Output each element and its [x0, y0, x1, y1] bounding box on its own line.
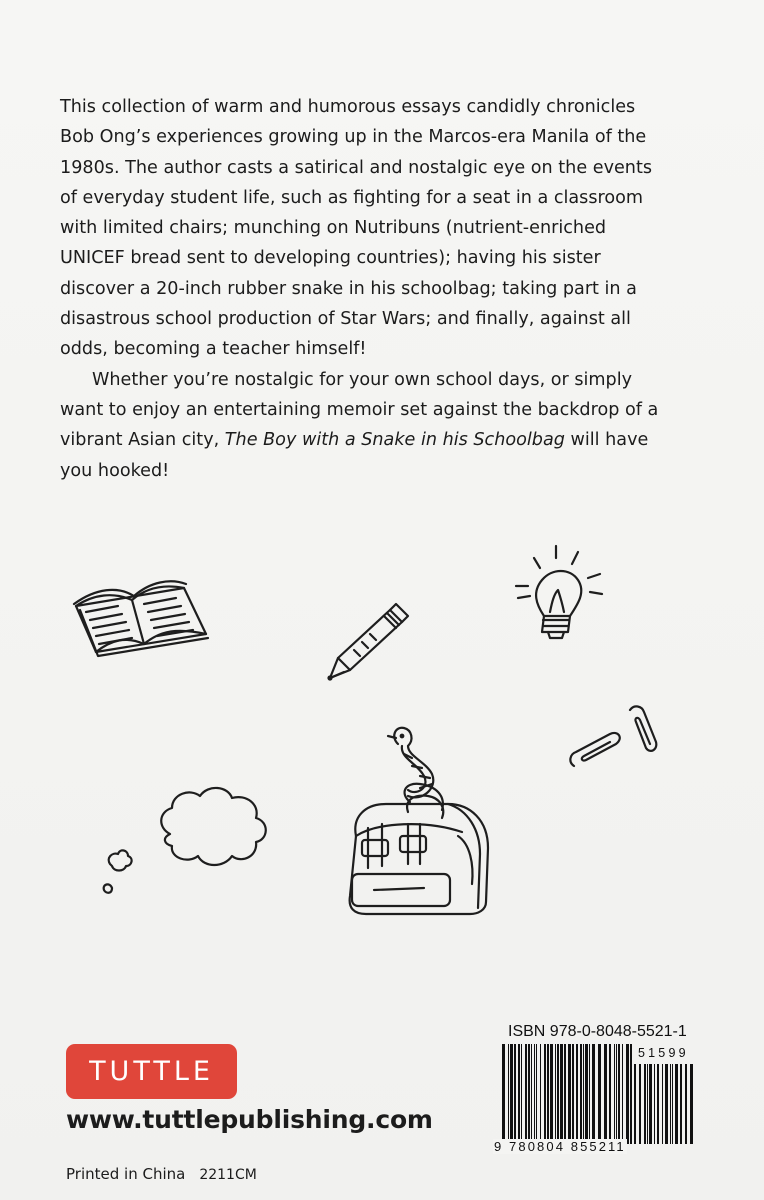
price-code: 51599 [638, 1046, 689, 1060]
barcode-bar [616, 1044, 617, 1144]
blurb-line: 1980s. The author casts a satirical and nostalgic eye on the events [60, 157, 653, 178]
publisher-url[interactable]: www.tuttlepublishing.com [66, 1105, 433, 1134]
publisher-logo-text: TUTTLE [89, 1056, 214, 1087]
book-title: The Boy with a Snake in his Schoolbag [224, 430, 565, 451]
barcode-bar [665, 1064, 668, 1144]
blurb-line: odds, becoming a teacher himself! [60, 339, 367, 360]
barcode-digits: 9 780804 855211 [494, 1139, 626, 1154]
barcode-bar [618, 1044, 620, 1144]
barcode-bar [550, 1044, 553, 1144]
blurb-line: with limited chairs; munching on Nutribuns (nutrient-enriched [60, 218, 607, 239]
barcode-bar [626, 1044, 629, 1144]
barcode-bar [685, 1064, 687, 1144]
blurb-line: discover a 20-inch rubber snake in his schoolbag; taking part in a [60, 278, 637, 299]
barcode-bar [639, 1064, 641, 1144]
barcode-bar [580, 1044, 582, 1144]
barcode-bar [521, 1044, 522, 1144]
barcode-bar [585, 1044, 588, 1144]
barcode-bar [518, 1044, 520, 1144]
barcode-bar [589, 1044, 590, 1144]
open-book-icon [66, 548, 216, 680]
publisher-logo [66, 1044, 237, 1099]
barcode-bar [547, 1044, 549, 1144]
barcode-bar [525, 1044, 527, 1144]
barcode-bar [662, 1064, 663, 1144]
barcode-bar [536, 1044, 537, 1144]
barcode-bar [502, 1044, 505, 1144]
barcode-bar [675, 1064, 678, 1144]
barcode-bar [680, 1064, 682, 1144]
barcode-bar [540, 1044, 541, 1144]
barcode-bar [508, 1044, 509, 1144]
blurb-text [60, 92, 710, 486]
barcode-bar [630, 1044, 632, 1144]
barcode-bar [644, 1064, 646, 1144]
printed-info [66, 1165, 257, 1183]
blurb-line: want to enjoy an entertaining memoir set against the backdrop of a [60, 399, 659, 420]
pencil-icon [324, 600, 414, 684]
print-code: 2211CM [199, 1167, 257, 1183]
barcode-bar [672, 1064, 673, 1144]
blurb-line: This collection of warm and humorous essays candidly chronicles [60, 97, 636, 117]
barcode-bar [657, 1064, 659, 1144]
barcode-bar [576, 1044, 578, 1144]
price-barcode [634, 1064, 694, 1144]
barcode-bar [614, 1044, 615, 1144]
barcode-bar [690, 1064, 693, 1144]
blurb-line: Whether you’re nostalgic for your own school days, or simply [92, 369, 633, 390]
barcode-bar [528, 1044, 530, 1144]
barcode-bar [555, 1044, 556, 1144]
barcode-bar [544, 1044, 546, 1144]
blurb-line: you hooked! [60, 460, 170, 481]
thought-bubble-icon [100, 778, 280, 900]
blurb-line: will have [564, 430, 649, 451]
barcode-bar [531, 1044, 532, 1144]
blurb-paragraph-1 [60, 92, 710, 365]
barcode-bar [583, 1044, 584, 1144]
blurb-line: vibrant Asian city, [60, 430, 225, 451]
isbn-label: ISBN 978-0-8048-5521-1 [508, 1023, 687, 1040]
paperclip-icon [566, 704, 662, 774]
lightbulb-icon [508, 540, 608, 644]
barcode-bar [622, 1044, 623, 1144]
barcode-bar [609, 1044, 611, 1144]
barcode-bar [568, 1044, 571, 1144]
barcode-bar [560, 1044, 563, 1144]
barcode-bar [572, 1044, 574, 1144]
barcode-bar [592, 1044, 595, 1144]
schoolbag-with-snake-icon [338, 724, 502, 920]
blurb-paragraph-2 [60, 365, 710, 486]
barcode-bar [564, 1044, 566, 1144]
blurb-line: of everyday student life, such as fighting for a seat in a classroom [60, 187, 644, 208]
blurb-line: Bob Ong’s experiences growing up in the Marcos-era Manila of the [60, 127, 647, 148]
barcode-bar [598, 1044, 601, 1144]
barcode-bar [604, 1044, 607, 1144]
barcode-bar [670, 1064, 671, 1144]
printed-location: Printed in China [66, 1165, 186, 1183]
barcode-bar [654, 1064, 655, 1144]
barcode-bar [557, 1044, 559, 1144]
barcode-bar [510, 1044, 513, 1144]
barcode-bar [534, 1044, 535, 1144]
blurb-line: UNICEF bread sent to developing countries); having his sister [60, 248, 601, 269]
ean-barcode [502, 1044, 634, 1144]
barcode-block [488, 1022, 708, 1164]
barcode-bar [514, 1044, 516, 1144]
barcode-bar [647, 1064, 648, 1144]
barcode-bar [649, 1064, 652, 1144]
barcode-bar [634, 1064, 636, 1144]
blurb-line: disastrous school production of Star Wars; and finally, against all [60, 309, 631, 330]
